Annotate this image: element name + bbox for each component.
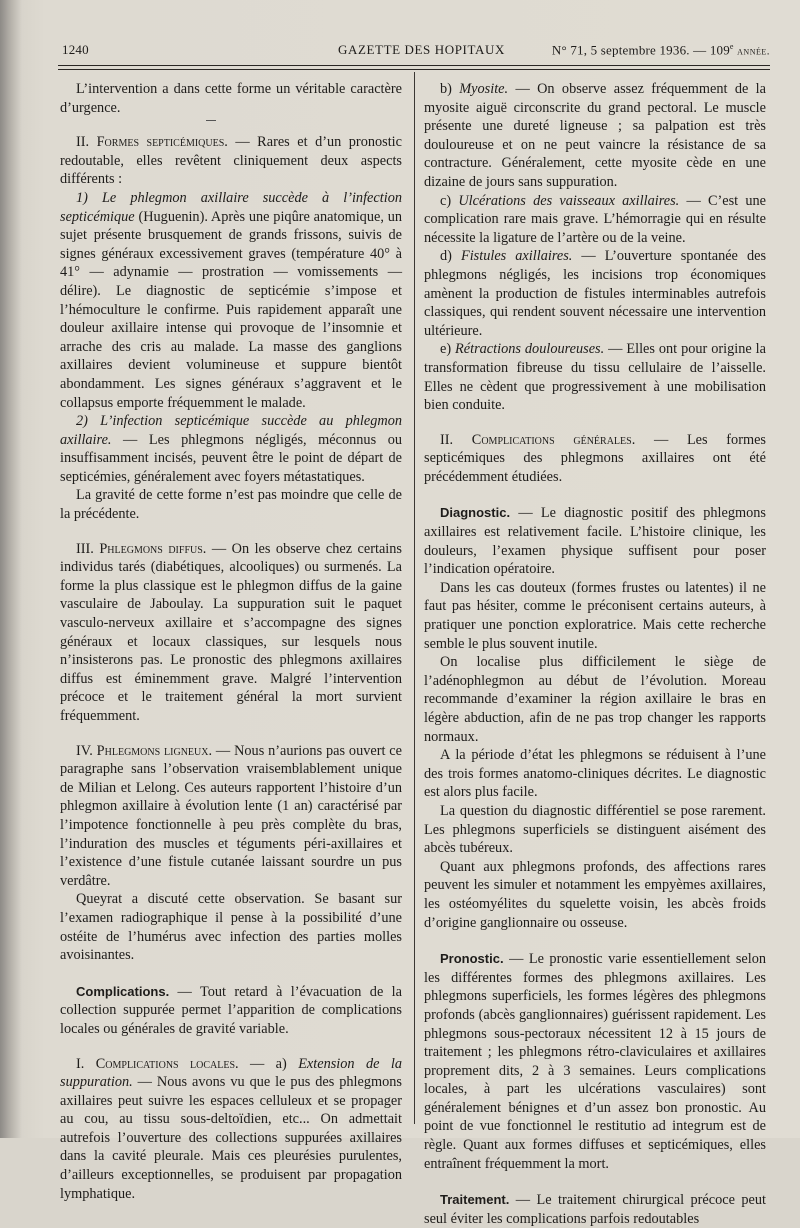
paragraph-complications-locales: I. Complications locales. — a) Extension de la suppuration. — Nous avons vu que le pus des phlegmons axillaires peut suivre les espaces celluleux et se propager au cou, au tissu sous-deltoïdien, etc... On admettait autrefois l’ouverture des collections suppurées axillaires dans la cavité pleurale. Mais ces pleurésies purulentes, d’ailleurs exceptionnelles, se produisent par propagation lymphatique. <box>60 1055 402 1202</box>
paragraph-diagnostic-5: La question du diagnostic différentiel se pose rarement. Les phlegmons superficiels se distinguent aisément des abcès tubéreux. <box>424 802 766 857</box>
section-heading: Diagnostic. <box>440 505 511 521</box>
paragraph-phlegmons-diffus: III. Phlegmons diffus. — On les observe chez certains individus tarés (diabétiques, alcooliques) ou surmenés. La forme la plus classique est le phlegmon diffus de la gaine vasculaire de Jaboulay. La suppuration suit le paquet vasculo-nerveux axillaire et s’accompagne des signes généraux et locaux classiques, sur lesquels nous n’insisterons pas. Le pronostic des phlegmons axillaires diffus est éminemment grave. Malgré l’intervention précoce et le traitement général la mort survient fréquemment. <box>60 540 402 724</box>
section-heading: II. Formes septicémiques. <box>76 134 228 151</box>
section-heading: Pronostic. <box>440 951 504 967</box>
header-rule-double <box>58 69 770 70</box>
paragraph-septicemie-1: 1) Le phlegmon axillaire succède à l’infection septicémique (Huguenin). Après une piqûre anatomique, un sujet présente brusquement de grands frissons, suivis de signes généraux excessivement graves (température 40° à 41° — adynamie — prostration — vomissements — délire). Le diagnostic de septicémie s’impose et l’hémoculture le confirme. Puis rapidement apparaît une douleur axillaire intense qui provoque de l’insomnie et arrache des cris au malade. La masse des ganglions axillaires devient volumineuse et suppure bientôt abondamment. Les signes généraux s’aggravent et le collapsus emporte fréquemment le malade. <box>60 189 402 411</box>
paragraph-pronostic: Pronostic. — Le pronostic varie essentiellement selon les différentes formes des phlegmons axillaires. Les phlegmons superficiels, les formes légères des phlegmons profonds (abcès ganglionnaires) guérissent rapidement. Les phlegmons sous-pectoraux nécessitent 12 à 15 jours de traitement ; les phlegmons rétro-claviculaires et axillaires proprement dits, 2 à 3 semaines. Leurs complications locales, à part les ulcérations vasculaires) sont généralement bénignes et d’un assez bon pronostic. Au point de vue fonctionnel le restitutio ad integrum est de règle. Quant aux formes diffuses et septicémiques, elles entraînent fréquemment la mort. <box>424 951 766 1172</box>
paragraph-septicemie-2: 2) L’infection septicémique succède au phlegmon axillaire. — Les phlegmons négligés, méconnus ou insuffisamment incisés, peuvent être le point de départ de septicémies, généralement avec foyers métastatiques. <box>60 413 402 485</box>
page-number: 1240 <box>62 42 89 57</box>
section-heading: II. Complications générales. <box>440 431 636 448</box>
paragraph-retractions: e) Rétractions douloureuses. — Elles ont pour origine la transformation fibreuse du tissu cellulaire de l’aisselle. Elles ne cèdent que progressivement à une mobilisation bien conduite. <box>424 341 766 414</box>
paragraph-diagnostic-3: On localise plus difficilement le siège de l’adénophlegmon au début de l’évolution. Moreau recommande d’examiner la région axillaire le bras en légère abduction, afin de ne pas trop changer les rapports normaux. <box>424 654 766 745</box>
section-heading: III. Phlegmons diffus. <box>76 540 207 557</box>
paragraph-complications: Complications. — Tout retard à l’évacuation de la collection suppurée permet l’apparition de complications locales ou générales de gravité variable. <box>60 983 402 1037</box>
section-heading: Complications. <box>76 983 170 999</box>
page-header <box>62 42 770 64</box>
column-divider <box>414 72 415 1124</box>
paragraph-myosite: b) Myosite. — On observe assez fréquemment de la myosite aiguë circonscrite du grand pectoral. Le muscle présente une dureté ligneuse ; sa palpation est très douloureuse et on ne peut vaincre la résistance de sa contracture. Généralement, cette myosite cède en une dizaine de jours sans suppuration. <box>424 81 766 190</box>
paragraph-urgence: L’intervention a dans cette forme un véritable caractère d’urgence. <box>60 81 402 116</box>
issue-info: N° 71, 5 septembre 1936. — 109e année. <box>551 42 770 58</box>
paragraph-traitement: Traitement. — Le traitement chirurgical précoce peut seul éviter les complications parfois redoutables <box>424 1192 766 1227</box>
paragraph-queyrat: Queyrat a discuté cette observation. Se basant sur l’examen radiographique il pense à la possibilité d’une ostéite de l’humérus avec infection des parties molles avoisinantes. <box>60 891 402 964</box>
paragraph-complications-generales: II. Complications générales. — Les formes septicémiques des phlegmons axillaires ont été précédemment étudiées. <box>424 431 766 485</box>
paragraph-gravite: La gravité de cette forme n’est pas moindre que celle de la précédente. <box>60 487 402 523</box>
section-heading: IV. Phlegmons ligneux. <box>76 742 213 759</box>
left-column <box>60 80 402 1203</box>
journal-title: GAZETTE DES HOPITAUX <box>338 42 505 57</box>
right-column <box>424 80 766 1228</box>
section-heading: Traitement. <box>440 1192 510 1208</box>
paragraph-phlegmons-ligneux: IV. Phlegmons ligneux. — Nous n’aurions pas ouvert ce paragraphe sans l’observation vraisemblablement unique de Milian et Lelong. Ces auteurs rapportent l’histoire d’un phlegmon axillaire à évolution lente (1 an) caractérisé par l’impotence fonctionnelle à peu près complète du bras, l’induration des muscles et téguments péri-axillaires et l’existence d’une fistule cutanée laissant sourdre un pus verdâtre. <box>60 742 402 889</box>
section-heading: I. Complications locales. <box>76 1055 239 1072</box>
paragraph-diagnostic-4: A la période d’état les phlegmons se réduisent à l’une des trois formes anatomo-cliniques décrites. Le diagnostic est alors plus facile. <box>424 747 766 801</box>
paragraph-diagnostic-6: Quant aux phlegmons profonds, des affections rares peuvent les simuler et notamment les empyèmes axillaires, les ostéomyélites du squelette voisin, les abcès froids d’origine ganglionnaire ou osseuse. <box>424 858 766 931</box>
paragraph-ulcerations: c) Ulcérations des vaisseaux axillaires. — C’est une complication rare mais grave. L’hémorragie qui en résulte nécessite la ligature de l’artère ou de la veine. <box>424 192 767 246</box>
paragraph-fistules: d) Fistules axillaires. — L’ouverture spontanée des phlegmons négligés, les incisions trop économiques amènent la production de fistules interminables autrefois classiques, qui rendent souvent nécessaire une intervention ultérieure. <box>424 248 767 339</box>
paragraph-diagnostic: Diagnostic. — Le diagnostic positif des phlegmons axillaires est relativement facile. L’histoire clinique, les douleurs, l’examen physique suffisent pour poser l’indication opératoire. <box>424 505 766 578</box>
header-rule <box>58 65 770 66</box>
paragraph-formes-septicemiques: II. Formes septicémiques. — Rares et d’un pronostic redoutable, elles revêtent cliniquement deux aspects différents : <box>60 134 402 188</box>
paragraph-diagnostic-2: Dans les cas douteux (formes frustes ou latentes) il ne faut pas hésiter, comme le préconisent certains auteurs, à pratiquer une ponction exploratrice. Mais cette recherche semble le plus souvent inutile. <box>424 579 766 652</box>
